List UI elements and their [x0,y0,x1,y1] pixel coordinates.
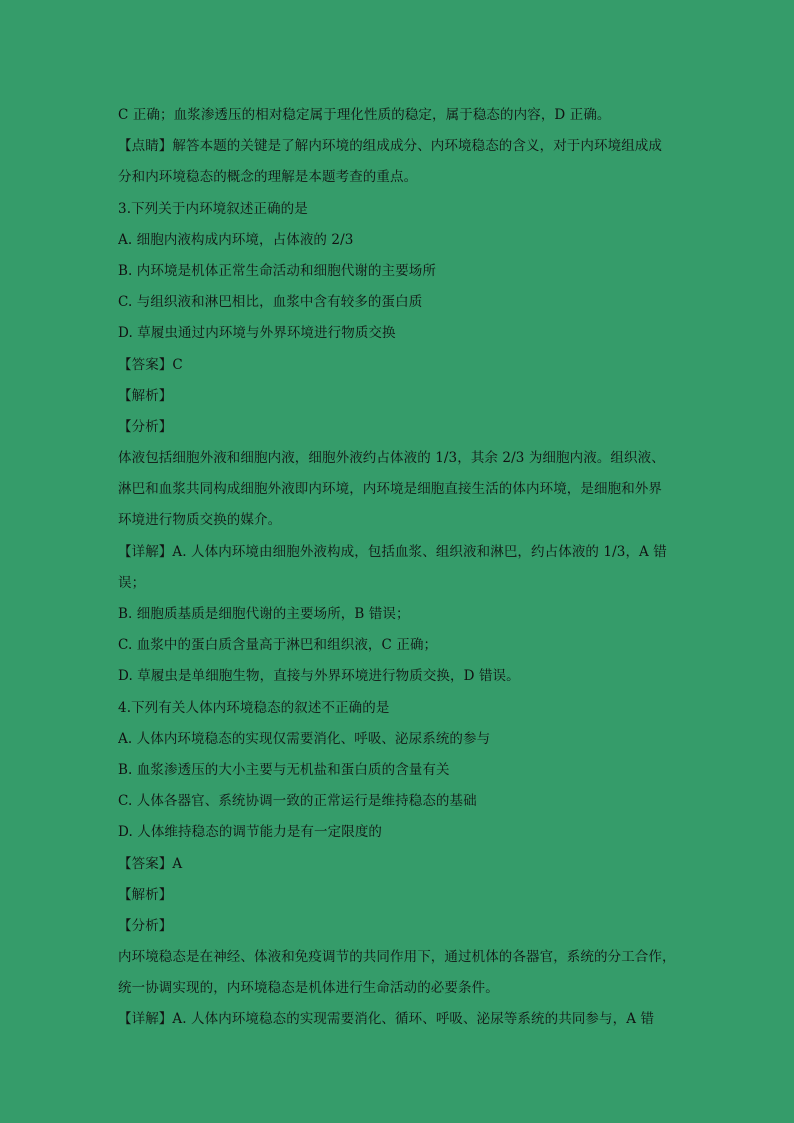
question-stem: 3.下列关于内环境叙述正确的是 [118,200,308,217]
option-a: A. 细胞内液构成内环境，占体液的 2/3 [118,231,354,248]
detail-line: 【详解】A. 人体内环境由细胞外液构成，包括血浆、组织液和淋巴，约占体液的 1/3，A 错 [118,543,667,560]
option-b: B. 内环境是机体正常生命活动和细胞代谢的主要场所 [118,262,437,279]
text-line: 误； [118,574,146,591]
analysis-heading: 【解析】 [118,387,173,404]
text-line: 分和内环境稳态的概念的理解是本题考查的重点。 [118,169,418,186]
question-stem: 4.下列有关人体内环境稳态的叙述不正确的是 [118,699,390,716]
option-c: C. 与组织液和淋巴相比，血浆中含有较多的蛋白质 [118,294,423,311]
answer-line: 【答案】C [118,356,183,373]
analysis-heading: 【解析】 [118,886,173,903]
analysis-subheading: 【分析】 [118,917,173,934]
option-d: D. 草履虫通过内环境与外界环境进行物质交换 [118,325,396,342]
option-d: D. 人体维持稳态的调节能力是有一定限度的 [118,824,383,841]
analysis-subheading: 【分析】 [118,418,173,435]
text-line: C 正确；血浆渗透压的相对稳定属于理化性质的稳定，属于稳态的内容，D 正确。 [118,107,611,123]
answer-line: 【答案】A [118,855,183,872]
text-line: 体液包括细胞外液和细胞内液，细胞外液约占体液的 1/3，其余 2/3 为细胞内液。组织液、 [118,450,665,467]
option-c: C. 人体各器官、系统协调一致的正常运行是维持稳态的基础 [118,793,477,810]
text-line: 【点睛】解答本题的关键是了解内环境的组成成分、内环境稳态的含义，对于内环境组成成 [118,138,662,155]
text-line: 环境进行物质交换的媒介。 [118,512,282,529]
text-line: B. 细胞质基质是细胞代谢的主要场所，B 错误； [118,606,410,622]
text-line: D. 草履虫是单细胞生物，直接与外界环境进行物质交换，D 错误。 [118,668,520,685]
text-line: 淋巴和血浆共同构成细胞外液即内环境，内环境是细胞直接生活的体内环境，是细胞和外界 [118,481,662,498]
text-line: 统一协调实现的，内环境稳态是机体进行生命活动的必要条件。 [118,980,499,997]
option-a: A. 人体内环境稳态的实现仅需要消化、呼吸、泌尿系统的参与 [118,730,491,747]
detail-line: 【详解】A. 人体内环境稳态的实现需要消化、循环、呼吸、泌尿等系统的共同参与，A 错 [118,1011,655,1028]
text-line: C. 血浆中的蛋白质含量高于淋巴和组织液，C 正确； [118,637,438,654]
option-b: B. 血浆渗透压的大小主要与无机盐和蛋白质的含量有关 [118,761,450,778]
text-line: 内环境稳态是在神经、体液和免疫调节的共同作用下，通过机体的各器官，系统的分工合作， [118,949,676,966]
